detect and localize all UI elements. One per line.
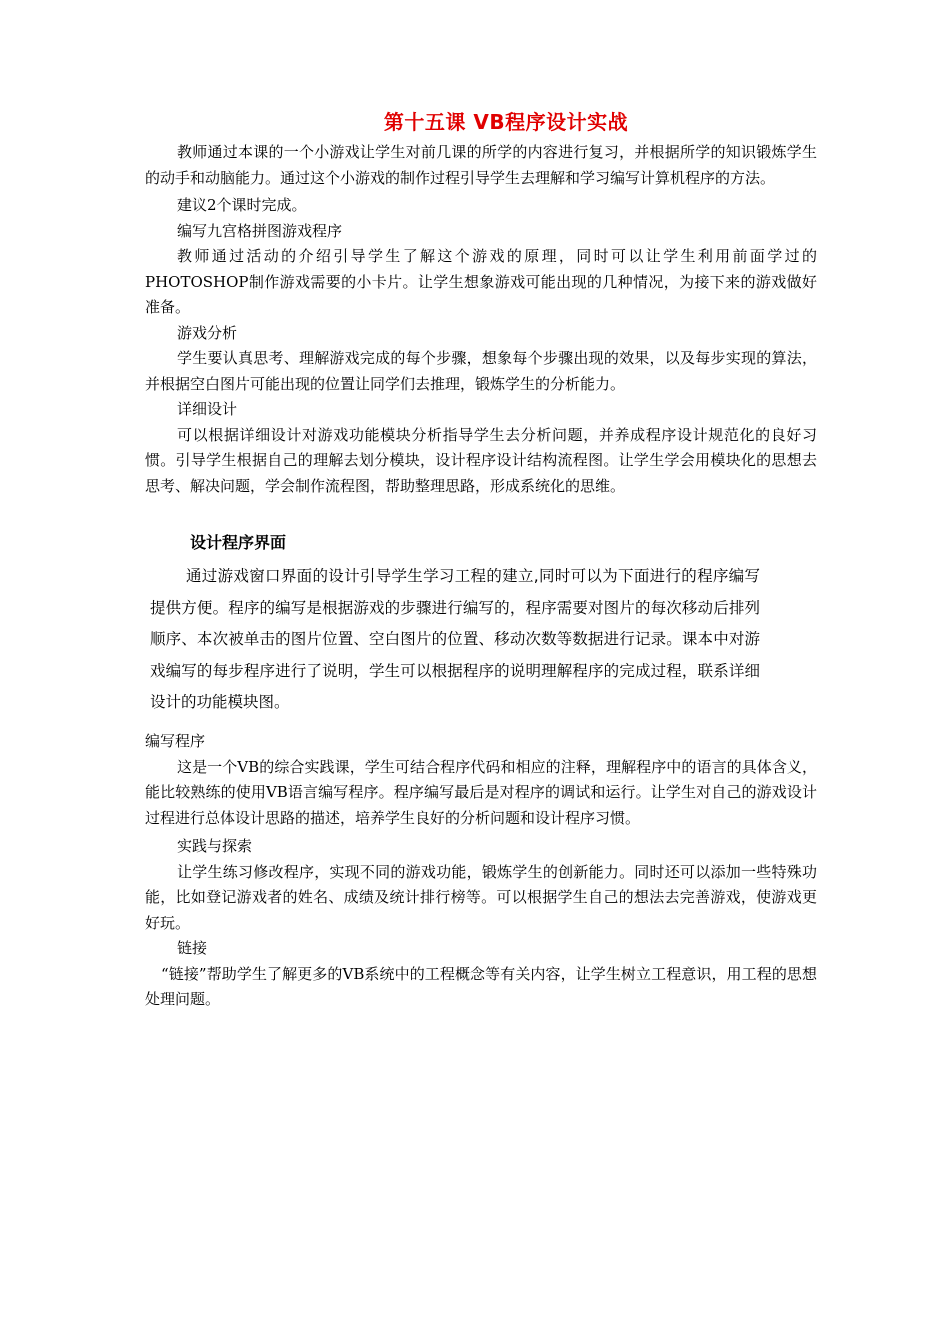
heading-link: 链接 bbox=[177, 939, 208, 957]
intro-paragraph: 教师通过本课的一个小游戏让学生对前几课的所学的内容进行复习，并根据所学的知识锻炼学生的动手和动脑能力。通过这个小游戏的制作过程引导学生去理解和学习编写计算机程序的方法。 bbox=[145, 143, 817, 187]
analysis-paragraph: 学生要认真思考、理解游戏完成的每个步骤，想象每个步骤出现的效果，以及每步实现的算法，并根据空白图片可能出现的位置让同学们去推理，锻炼学生的分析能力。 bbox=[145, 349, 817, 393]
code-paragraph: 这是一个VB的综合实践课，学生可结合程序代码和相应的注释，理解程序中的语言的具体含义，能比较熟练的使用VB语言编写程序。程序编写最后是对程序的调试和运行。让学生对自己的游戏设计过程进行总体设计思路的描述，培养学生良好的分析问题和设计程序习惯。 bbox=[145, 757, 817, 827]
heading-puzzle: 编写九宫格拼图游戏程序 bbox=[177, 221, 343, 240]
suggest-line: 建议2个课时完成。 bbox=[177, 196, 307, 214]
lesson-title: 第十五课 VB程序设计实战 bbox=[383, 110, 629, 134]
ui-paragraph: 通过游戏窗口界面的设计引导学生学习工程的建立,同时可以为下面进行的程序编写提供方便。程序的编写是根据游戏的步骤进行编写的，程序需要对图片的每次移动后排列顺序、本次被单击的图片位置、空白图片的位置、移动次数等数据进行记录。课本中对游戏编写的每步程序进行了说明，学生可以根据程序的说明理解程序的完成过程，联系详细设计的功能模块图。 bbox=[150, 567, 760, 711]
detail-paragraph: 可以根据详细设计对游戏功能模块分析指导学生去分析问题，并养成程序设计规范化的良好习惯。引导学生根据自己的理解去划分模块，设计程序设计结构流程图。让学生学会用模块化的思想去思考、解决问题，学会制作流程图，帮助整理思路，形成系统化的思维。 bbox=[145, 425, 817, 495]
puzzle-paragraph: 教师通过活动的介绍引导学生了解这个游戏的原理，同时可以让学生利用前面学过的PHOTOSHOP制作游戏需要的小卡片。让学生想象游戏可能出现的几种情况，为接下来的游戏做好准备。 bbox=[145, 247, 817, 316]
link-paragraph: “链接”帮助学生了解更多的VB系统中的工程概念等有关内容，让学生树立工程意识，用工程的思想处理问题。 bbox=[145, 964, 817, 1008]
heading-practice: 实践与探索 bbox=[177, 837, 253, 855]
heading-ui: 设计程序界面 bbox=[190, 533, 287, 552]
section-bottom bbox=[145, 729, 817, 1013]
section-ui bbox=[150, 561, 760, 719]
heading-code: 编写程序 bbox=[145, 732, 206, 750]
heading-detail: 详细设计 bbox=[177, 400, 238, 418]
heading-analysis: 游戏分析 bbox=[177, 323, 238, 342]
practice-paragraph: 让学生练习修改程序，实现不同的游戏功能，锻炼学生的创新能力。同时还可以添加一些特殊功能，比如登记游戏者的姓名、成绩及统计排行榜等。可以根据学生自己的想法去完善游戏，使游戏更好玩。 bbox=[145, 862, 817, 932]
section-top bbox=[145, 140, 817, 499]
